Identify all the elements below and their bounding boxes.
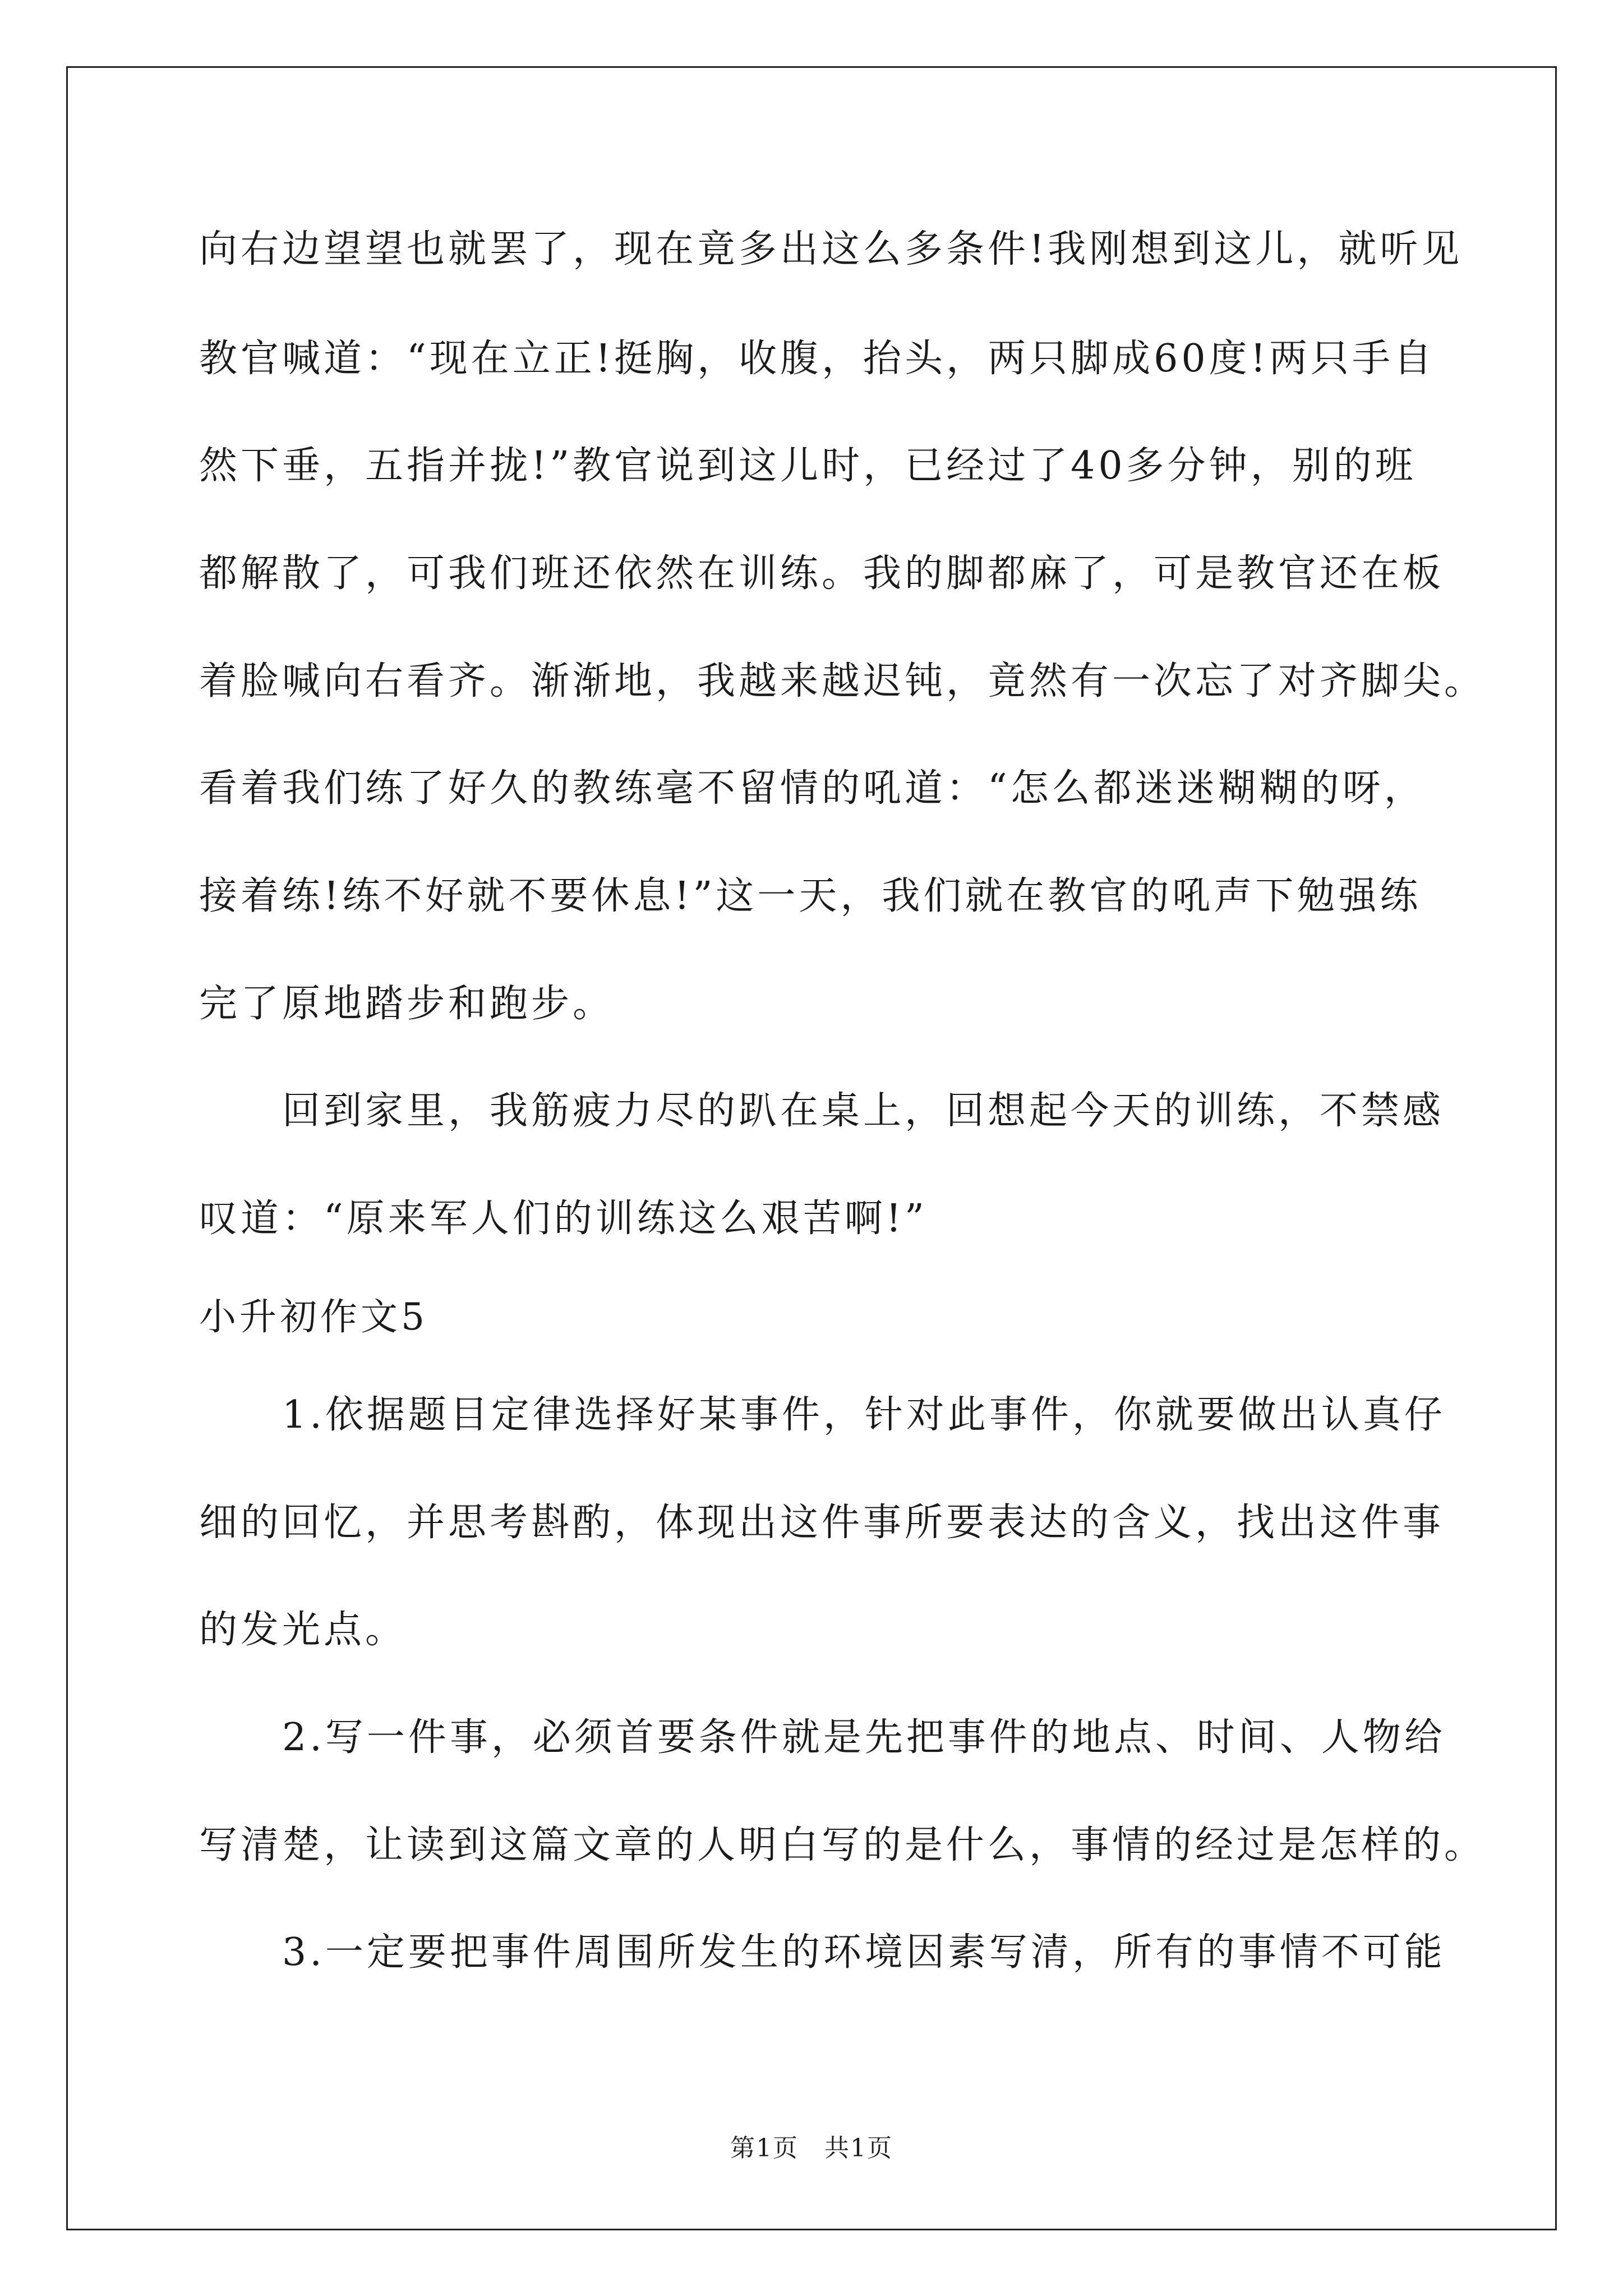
text-line: 看着我们练了好久的教练毫不留情的吼道：“怎么都迷迷糊糊的呀， [199, 766, 1426, 811]
text-line: 回到家里，我筋疲力尽的趴在桌上，回想起今天的训练，不禁感 [199, 1089, 1445, 1133]
text-line: 着脸喊向右看齐。渐渐地，我越来越迟钝，竟然有一次忘了对齐脚尖。 [199, 659, 1486, 703]
text-line: 写清楚，让读到这篇文章的人明白写的是什么，事情的经过是怎样的。 [199, 1823, 1486, 1867]
text-line: 1.依据题目定律选择好某事件，针对此事件，你就要做出认真仔 [199, 1393, 1446, 1437]
text-line: 教官喊道：“现在立正!挺胸，收腹，抬头，两只脚成60度!两只手自 [199, 337, 1435, 381]
text-line: 细的回忆，并思考斟酌，体现出这件事所要表达的含义，找出这件事 [199, 1501, 1445, 1545]
page-footer: 第1页 共1页 [730, 2134, 893, 2162]
text-line: 都解散了，可我们班还依然在训练。我的脚都麻了，可是教官还在板 [199, 551, 1445, 596]
text-line: 叹道：“原来军人们的训练这么艰苦啊!” [199, 1197, 928, 1241]
section-heading: 小升初作文5 [199, 1295, 428, 1338]
text-line: 3.一定要把事件周围所发生的环境因素写清，所有的事情不可能 [199, 1930, 1446, 1975]
text-line: 向右边望望也就罢了，现在竟多出这么多条件!我刚想到这儿，就听见 [199, 227, 1463, 272]
text-line: 完了原地踏步和跑步。 [199, 982, 615, 1026]
text-line: 的发光点。 [199, 1608, 407, 1652]
text-line: 接着练!练不好就不要休息!”这一天，我们就在教官的吼声下勉强练 [199, 874, 1422, 918]
text-line: 然下垂，五指并拢!”教官说到这儿时，已经过了40多分钟，别的班 [199, 444, 1417, 488]
page-border [66, 66, 1557, 2230]
text-line: 2.写一件事，必须首要条件就是先把事件的地点、时间、人物给 [199, 1715, 1446, 1760]
